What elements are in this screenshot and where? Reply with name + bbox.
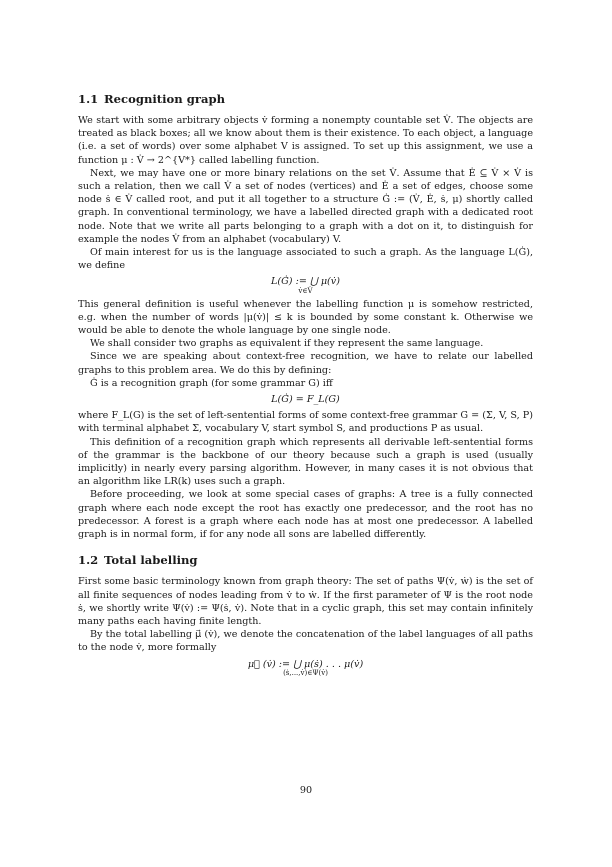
paragraph: This definition of a recognition graph which represents all derivable left-sentential forms of the grammar is the backbone of our theory because such a graph is used (usually implicitly) in nearly every parsing algorithm. However, in many cases it is not obvious that an algorithm like LR(k) uses such a graph.: [78, 436, 533, 488]
section-heading-2: [78, 553, 533, 567]
paragraph: Since we are speaking about context-free recognition, we have to relate our labelled graphs to this problem area. We do this by defining:: [78, 351, 533, 376]
page-number: 90: [299, 785, 313, 796]
paragraph: We shall consider two graphs as equivalent if they represent the same language.: [90, 338, 484, 350]
section-number: 1.2: [78, 553, 99, 568]
equation-2: [78, 393, 533, 406]
equation-1-body: L(Ġ) := ⋃ μ(v̇): [271, 276, 340, 288]
paragraph: We start with some arbitrary objects v̇ forming a nonempty countable set V̇. The objects are treated as black boxes; all we know about them is their existence. To each object, a language (i.e. a set of words) over some alphabet V is assigned. To set up this assignment, we use a function μ : V̇ → 2^{V*} called labelling function.: [78, 115, 533, 166]
section-title: Total labelling: [104, 553, 198, 568]
section-heading-1: [78, 92, 533, 106]
paragraph: Ġ is a recognition graph (for some grammar G) iff: [90, 377, 333, 389]
paragraph: Before proceeding, we look at some special cases of graphs: A tree is a fully connected graph where each node except the root has exactly one predecessor, and the root has no predecessor. A forest is a graph where each node has at most one predecessor. A labelled graph is in normal form, if for any node all sons are labelled differently.: [78, 489, 533, 541]
equation-1: [78, 275, 533, 294]
equation-3-subscript: (ṡ,...,v̇)∈Ψ(v̇): [283, 668, 328, 677]
paragraph: Next, we may have one or more binary relations on the set V̇. Assume that Ė ⊆ V̇ × V̇ is such a relation, then we call V̇ a set of nodes (vertices) and Ė a set of edges, choose some node ṡ ∈ V̇ called root, and put it all together to a structure Ġ := (V̇, Ė, ṡ, μ) shortly called graph. In conventional terminology, we have a labelled directed graph with a dedicated root node. Note that we write all parts belonging to a graph with a dot on it, to distinguish for example the nodes V̇ from an alphabet (vocabulary) V.: [78, 167, 533, 245]
section-number: 1.1: [78, 92, 99, 106]
equation-3: [78, 658, 533, 677]
section-title: Recognition graph: [104, 92, 226, 106]
paragraph: where F_L(G) is the set of left-sentential forms of some context-free grammar G = (Σ, V, S, P) with terminal alphabet Σ, vocabulary V, start symbol S, and productions P as usual.: [78, 410, 533, 435]
paragraph: First some basic terminology known from graph theory: The set of paths Ψ(v̇, ẇ) is the set of all finite sequences of nodes leading from v̇ to ẇ. If the first parameter of Ψ is the root node ṡ, we shortly write Ψ(v̇) := Ψ(ṡ, v̇). Note that in a cyclic graph, this set may contain infinitely many paths each having finite length.: [78, 576, 533, 627]
paragraph: This general definition is useful whenever the labelling function μ is somehow restricted, e.g. when the number of words |μ(v̇)| ≤ k is bounded by some constant k. Otherwise we would be able to denote the whole language by one single node.: [78, 298, 533, 337]
equation-1-subscript: v̇∈V̇: [298, 286, 313, 295]
paragraph: By the total labelling μ⃗ (v̇), we denote the concatenation of the label languages of all paths to the node v̇, more formally: [78, 629, 533, 654]
equation-3-body: μ⃗ (v̇) := ⋃ μ(ṡ) . . . μ(v̇): [247, 658, 364, 670]
page-body: [78, 92, 533, 680]
equation-2-body: L(Ġ) = F_L(G): [271, 394, 340, 406]
paragraph: Of main interest for us is the language associated to such a graph. As the language L(Ġ), we define: [78, 247, 533, 272]
